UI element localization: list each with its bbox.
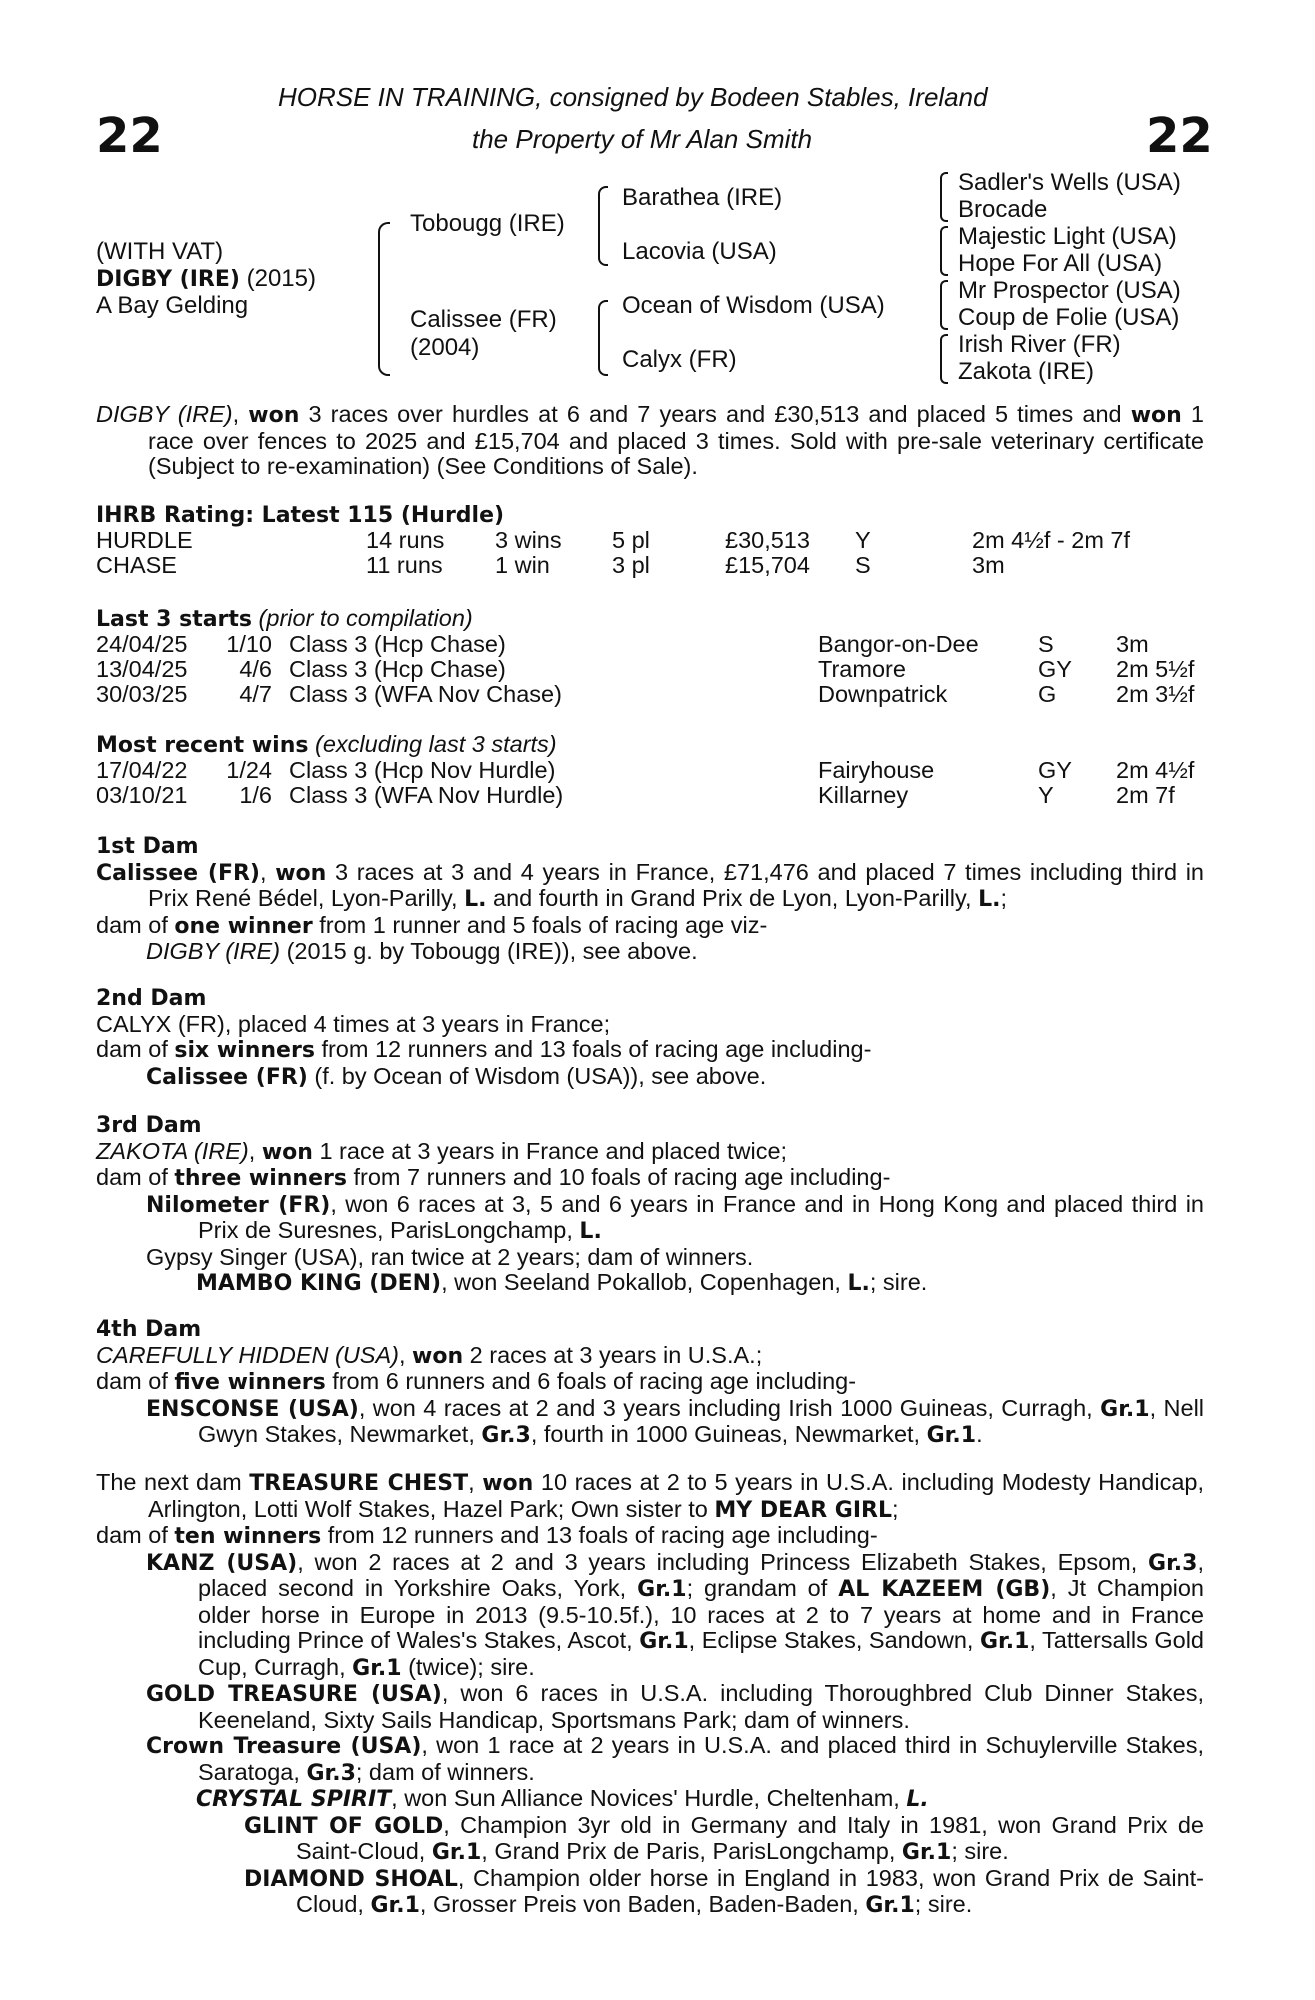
crown-t2: ; dam of winners. <box>355 1758 535 1785</box>
last3-course: Downpatrick <box>818 681 948 707</box>
first-dam-l2: L. <box>978 887 1001 912</box>
fourth-dam-p1-t1: , won 4 races at 2 and 3 years including Irish 1000 Guineas, Curragh, <box>358 1394 1101 1421</box>
third-dam-produce <box>96 1165 1204 1192</box>
horse-name: DIGBY (IRE) <box>96 267 240 292</box>
next-dam-kanz <box>96 1550 1204 1682</box>
gold-name: GOLD TREASURE (USA) <box>146 1682 442 1707</box>
third-dam-p3-name: MAMBO KING (DEN) <box>196 1271 442 1296</box>
kanz-t4: , Jt Champion older horse in Europe in 2013 (9.5-10.5f.), 10 races at 2 to 7 years at home and in France including Prince of Wales's Stakes, Ascot, <box>198 1575 1205 1653</box>
third-dam-section <box>96 1113 1204 1297</box>
third-dam-p3-end: ; sire. <box>869 1269 928 1295</box>
rating-prize: £15,704 <box>725 552 810 578</box>
sire-dam: Lacovia (USA) <box>622 238 777 265</box>
diamond-t1: , Champion older horse in England in 1983, won Grand Prix de Saint-Cloud, <box>296 1864 1204 1917</box>
dam-year: (2004) <box>410 334 480 361</box>
next-dam-gold <box>96 1681 1204 1733</box>
crystal-t1: , won Sun Alliance Novices' Hurdle, Cheltenham, <box>391 1785 907 1811</box>
third-dam-t2: from 7 runners and 10 foals of racing age including- <box>346 1164 891 1190</box>
next-dam-crown <box>96 1733 1204 1786</box>
first-dam-record: Calissee (FR), won 3 races at 3 and 4 years in France, £71,476 and placed 7 times including third in Prix René Bédel, Lyon-Parilly, L. and fourth in Grand Prix de Lyon, Lyon-Parilly, L.; <box>96 858 1204 912</box>
recent-title: Most recent wins <box>96 733 309 758</box>
crown-t1: , won 1 race at 2 years in U.S.A. and placed third in Schuylerville Stakes, Saratoga, <box>198 1732 1204 1785</box>
recent-dist: 2m 7f <box>1116 782 1175 808</box>
last3-date: 13/04/25 <box>96 656 188 682</box>
kanz-t1: , won 2 races at 2 and 3 years including Princess Elizabeth Stakes, Epsom, <box>297 1548 1149 1575</box>
last3-course: Bangor-on-Dee <box>818 631 979 657</box>
ancestor-5: Mr Prospector (USA) <box>958 277 1181 304</box>
last3-dist: 2m 3½f <box>1116 681 1195 707</box>
next-dam-glint <box>96 1813 1204 1866</box>
fourth-dam-won: won <box>412 1343 464 1369</box>
last3-race: Class 3 (Hcp Chase) <box>289 656 506 682</box>
next-dam-lead: The next dam <box>96 1469 250 1495</box>
recent-pos: 1/24 <box>226 757 272 783</box>
last3-heading <box>96 606 473 633</box>
kanz-gr1c: Gr.1 <box>979 1629 1030 1654</box>
horse-summary-text: DIGBY (IRE), won 3 races over hurdles at 6 and 7 years and £30,513 and placed 5 times and won 1 race over fences to 2025 and £15,704 and placed 3 times. Sold with pre-sale veterinary certificate (Subject to re-examination) (See Conditions of Sale). <box>96 401 1204 479</box>
first-dam-p1-text: (2015 g. by Tobougg (IRE)), see above. <box>280 938 698 964</box>
recent-race: Class 3 (WFA Nov Hurdle) <box>289 782 564 808</box>
first-dam-name: Calissee (FR) <box>96 860 260 886</box>
first-dam-heading: 1st Dam <box>96 834 199 859</box>
recent-going: Y <box>1038 782 1054 808</box>
first-dam-p1-name: DIGBY (IRE) <box>146 938 281 964</box>
consignor-line: HORSE IN TRAINING, consigned by Bodeen Stables, Ireland <box>278 82 988 112</box>
last3-pos: 1/10 <box>226 631 272 657</box>
gold-text: , won 6 races in U.S.A. including Thoroughbred Club Dinner Stakes, Keeneland, Sixty Sails Handicap, Sportsmans Park; dam of winners. <box>198 1680 1204 1733</box>
pedigree-bracket-main <box>378 222 390 376</box>
kanz-t3: ; grandam of <box>686 1575 839 1601</box>
kanz-t2: , placed second in Yorkshire Oaks, York, <box>198 1548 1204 1601</box>
pedigree-bracket-g1 <box>940 172 948 222</box>
third-dam-winners: three winners <box>174 1166 347 1191</box>
third-dam-p3-l: L. <box>847 1271 870 1296</box>
crystal-l: L. <box>906 1787 929 1812</box>
next-dam-winners: ten winners <box>174 1524 322 1549</box>
last3-going: G <box>1038 681 1057 707</box>
second-dam-progeny-1 <box>96 1064 1204 1091</box>
kanz-t5: , Eclipse Stakes, Sandown, <box>688 1627 980 1653</box>
first-dam-t1: 3 races at 3 and 4 years in France, £71,476 and placed 7 times including third in Prix René Bédel, Lyon-Parilly, <box>148 858 1204 911</box>
recent-pos: 1/6 <box>239 782 272 808</box>
fourth-dam-gr1b: Gr.1 <box>926 1423 977 1448</box>
ancestor-8: Zakota (IRE) <box>958 358 1095 385</box>
last3-race: Class 3 (Hcp Chase) <box>289 631 506 657</box>
rating-dist: 2m 4½f - 2m 7f <box>972 527 1131 553</box>
second-dam-heading: 2nd Dam <box>96 986 207 1011</box>
last3-title: Last 3 starts <box>96 607 253 632</box>
diamond-gr1a: Gr.1 <box>370 1893 420 1918</box>
next-dam-won: won <box>482 1471 534 1496</box>
last3-going: S <box>1038 631 1054 657</box>
diamond-t3: ; sire. <box>914 1891 973 1917</box>
rating-wins: 3 wins <box>495 527 562 553</box>
first-dam-progeny-1 <box>96 939 1204 965</box>
recent-date: 17/04/22 <box>96 757 188 783</box>
recent-race: Class 3 (Hcp Nov Hurdle) <box>289 757 556 783</box>
next-dam-crystal <box>96 1786 1204 1813</box>
last3-note: (prior to compilation) <box>252 605 473 631</box>
recent-going: GY <box>1038 757 1072 783</box>
fourth-dam-p1-t2: , Nell Gwyn Stakes, Newmarket, <box>198 1394 1205 1447</box>
rating-dist: 3m <box>972 552 1005 578</box>
third-dam-t1: 1 race at 3 years in France and placed twice; <box>312 1137 788 1164</box>
dam-sire: Ocean of Wisdom (USA) <box>622 292 885 319</box>
second-dam-section <box>96 986 1204 1090</box>
first-dam-t4: from 1 runner and 5 foals of racing age viz- <box>312 911 768 938</box>
fourth-dam-damof: dam of <box>96 1368 175 1394</box>
second-dam-p1-text: (f. by Ocean of Wisdom (USA)), see above. <box>307 1062 767 1089</box>
first-dam-damof: dam of <box>96 911 175 938</box>
fourth-dam-t2: from 6 runners and 6 foals of racing age including- <box>325 1368 857 1394</box>
third-dam-p1-name: Nilometer (FR) <box>146 1192 331 1218</box>
first-dam-t2: and fourth in Grand Prix de Lyon, Lyon-Parilly, <box>486 885 979 911</box>
kanz-grandson: AL KAZEEM (GB) <box>838 1577 1051 1602</box>
second-dam-record: CALYX (FR), placed 4 times at 3 years in France; <box>96 1010 611 1037</box>
ancestor-4: Hope For All (USA) <box>958 250 1163 277</box>
third-dam-progeny-3 <box>96 1270 1204 1297</box>
kanz-t6: , Tattersalls Gold Cup, Curragh, <box>198 1627 1204 1680</box>
crown-gr3: Gr.3 <box>306 1760 356 1786</box>
diamond-name: DIAMOND SHOAL <box>244 1866 458 1892</box>
dam-dam: Calyx (FR) <box>622 346 737 373</box>
fourth-dam-produce <box>96 1369 1204 1396</box>
rating-runs: 14 runs <box>366 527 445 553</box>
second-dam-winners: six winners <box>174 1038 315 1063</box>
glint-t2: , Grand Prix de Paris, ParisLongchamp, <box>481 1838 902 1864</box>
third-dam-p1-text: , won 6 races at 3, 5 and 6 years in France and in Hong Kong and placed third in Prix de Suresnes, ParisLongchamp, <box>198 1190 1204 1243</box>
second-dam-t1: from 12 runners and 13 foals of racing age including- <box>314 1036 872 1062</box>
diamond-gr1b: Gr.1 <box>865 1893 915 1918</box>
third-dam-record: ZAKOTA (IRE), won 1 race at 3 years in France and placed twice; <box>96 1137 788 1165</box>
fourth-dam-gr1a: Gr.1 <box>1100 1396 1150 1422</box>
last3-pos: 4/6 <box>239 656 272 682</box>
diamond-t2: , Grosser Preis von Baden, Baden-Baden, <box>419 1891 866 1917</box>
rating-pl: 5 pl <box>612 527 650 553</box>
fourth-dam-p1-name: ENSCONSE (USA) <box>146 1396 359 1422</box>
kanz-gr1b: Gr.1 <box>639 1629 689 1654</box>
fourth-dam-name: CAREFULLY HIDDEN (USA) <box>96 1341 399 1368</box>
glint-name: GLINT OF GOLD <box>244 1813 444 1839</box>
third-dam-p3-text: , won Seeland Pokallob, Copenhagen, <box>441 1269 848 1295</box>
first-dam-produce <box>96 913 1204 940</box>
next-dam-section <box>96 1470 1204 1919</box>
third-dam-heading: 3rd Dam <box>96 1113 202 1138</box>
glint-t1: , Champion 3yr old in Germany and Italy in 1981, won Grand Prix de Saint-Cloud, <box>296 1811 1204 1864</box>
next-dam-sep: , <box>468 1469 483 1495</box>
property-line: the Property of Mr Alan Smith <box>472 124 813 154</box>
glint-t3: ; sire. <box>951 1838 1009 1864</box>
fourth-dam-t1: 2 races at 3 years in U.S.A.; <box>463 1341 763 1368</box>
summary-text-2: 1 race over fences to 2025 and £15,704 and placed 3 times. Sold with pre-sale veterinary certificate (Subject to re-examination) (See Conditions of Sale). <box>148 401 1204 479</box>
third-dam-progeny-2: Gypsy Singer (USA), ran twice at 2 years; dam of winners. <box>146 1243 754 1270</box>
third-dam-progeny-1 <box>96 1192 1204 1245</box>
pedigree-bracket-dam <box>598 300 608 376</box>
summary-text-1: 3 races over hurdles at 6 and 7 years and £30,513 and placed 5 times and <box>299 401 1131 427</box>
next-dam-damof: dam of <box>96 1522 175 1548</box>
rating-runs: 11 runs <box>366 552 443 578</box>
pedigree-bracket-g3 <box>940 280 948 330</box>
fourth-dam-progeny-1 <box>96 1396 1204 1449</box>
next-dam-sister: MY DEAR GIRL <box>714 1497 893 1523</box>
kanz-t7: (twice); sire. <box>401 1653 535 1680</box>
rating-wins: 1 win <box>495 552 550 578</box>
pedigree-bracket-g2 <box>940 226 948 276</box>
next-dam-t1: 10 races at 2 to 5 years in U.S.A. including Modesty Handicap, Arlington, Lotti Wolf Stakes, Hazel Park; Own sister to <box>148 1469 1204 1522</box>
second-dam-damof: dam of <box>96 1036 175 1062</box>
fourth-dam-section <box>96 1317 1204 1449</box>
last3-course: Tramore <box>818 656 906 682</box>
third-dam-p1-l: L. <box>579 1219 602 1244</box>
recent-dist: 2m 4½f <box>1116 757 1195 783</box>
second-dam-produce <box>96 1037 1204 1064</box>
first-dam-section <box>96 834 1204 965</box>
summary-won-2: won <box>1130 403 1182 428</box>
last3-race: Class 3 (WFA Nov Chase) <box>289 681 562 707</box>
glint-gr1b: Gr.1 <box>901 1840 952 1865</box>
rating-heading: IHRB Rating: Latest 115 (Hurdle) <box>96 503 505 528</box>
next-dam-record <box>96 1470 1204 1523</box>
ancestor-1: Sadler's Wells (USA) <box>958 169 1181 196</box>
summary-won: won <box>248 403 300 428</box>
fourth-dam-record: CAREFULLY HIDDEN (USA), won 2 races at 3 years in U.S.A.; <box>96 1341 763 1369</box>
recent-course: Fairyhouse <box>818 757 935 783</box>
ancestor-2: Brocade <box>958 196 1048 223</box>
pedigree-bracket-g4 <box>940 334 948 384</box>
fourth-dam-p1-t4: . <box>976 1421 983 1447</box>
next-dam-produce <box>96 1523 1204 1550</box>
glint-gr1a: Gr.1 <box>431 1840 482 1865</box>
second-dam-p1-name: Calissee (FR) <box>146 1064 308 1090</box>
kanz-gr1: Gr.1 <box>637 1577 687 1602</box>
recent-note: (excluding last 3 starts) <box>308 731 557 757</box>
next-dam-diamond <box>96 1866 1204 1919</box>
ancestor-3: Majestic Light (USA) <box>958 223 1177 250</box>
rating-prize: £30,513 <box>725 527 810 553</box>
recent-heading <box>96 732 557 759</box>
ancestor-7: Irish River (FR) <box>958 331 1121 358</box>
next-dam-name: TREASURE CHEST <box>249 1471 469 1496</box>
last3-dist: 3m <box>1116 631 1149 657</box>
fourth-dam-heading: 4th Dam <box>96 1317 202 1342</box>
fourth-dam-gr3a: Gr.3 <box>481 1423 531 1448</box>
horse-name-line <box>96 265 316 294</box>
third-dam-name: ZAKOTA (IRE) <box>96 1137 249 1164</box>
summary-horse-name: DIGBY (IRE) <box>96 401 233 427</box>
last3-date: 30/03/25 <box>96 681 188 707</box>
kanz-gr3: Gr.3 <box>1148 1550 1198 1576</box>
kanz-name: KANZ (USA) <box>146 1550 298 1576</box>
horse-summary <box>96 402 1204 480</box>
third-dam-damof: dam of <box>96 1164 175 1190</box>
first-dam-l1: L. <box>464 887 487 912</box>
pedigree-bracket-sire <box>598 186 608 266</box>
rating-type: HURDLE <box>96 527 193 553</box>
horse-vat: (WITH VAT) <box>96 238 224 265</box>
last3-going: GY <box>1038 656 1072 682</box>
horse-year: (2015) <box>246 265 316 292</box>
horse-description: A Bay Gelding <box>96 292 249 319</box>
last3-dist: 2m 5½f <box>1116 656 1195 682</box>
rating-going: Y <box>855 527 871 553</box>
dam-name: Calissee (FR) <box>410 306 557 333</box>
next-dam-t3: from 12 runners and 13 foals of racing age including- <box>321 1522 878 1548</box>
fourth-dam-winners: five winners <box>174 1370 326 1395</box>
recent-date: 03/10/21 <box>96 782 188 808</box>
crown-name: Crown Treasure (USA) <box>146 1734 422 1759</box>
next-dam-t2: ; <box>892 1495 899 1522</box>
lot-number-right: 22 <box>1146 108 1213 164</box>
recent-course: Killarney <box>818 782 909 808</box>
first-dam-t3: ; <box>1000 885 1007 911</box>
last3-pos: 4/7 <box>239 681 272 707</box>
ancestor-6: Coup de Folie (USA) <box>958 304 1180 331</box>
third-dam-won: won <box>261 1139 313 1165</box>
fourth-dam-p1-t3: , fourth in 1000 Guineas, Newmarket, <box>530 1421 927 1447</box>
last3-date: 24/04/25 <box>96 631 188 657</box>
rating-pl: 3 pl <box>612 552 650 578</box>
crystal-name: CRYSTAL SPIRIT <box>196 1787 392 1812</box>
first-dam-won: won <box>275 860 327 886</box>
sire-sire: Barathea (IRE) <box>622 184 783 211</box>
rating-going: S <box>855 552 871 578</box>
sire-name: Tobougg (IRE) <box>410 210 565 237</box>
kanz-gr1d: Gr.1 <box>352 1655 402 1681</box>
lot-number-left: 22 <box>96 108 163 164</box>
first-dam-winners: one winner <box>174 913 313 939</box>
rating-type: CHASE <box>96 552 177 578</box>
